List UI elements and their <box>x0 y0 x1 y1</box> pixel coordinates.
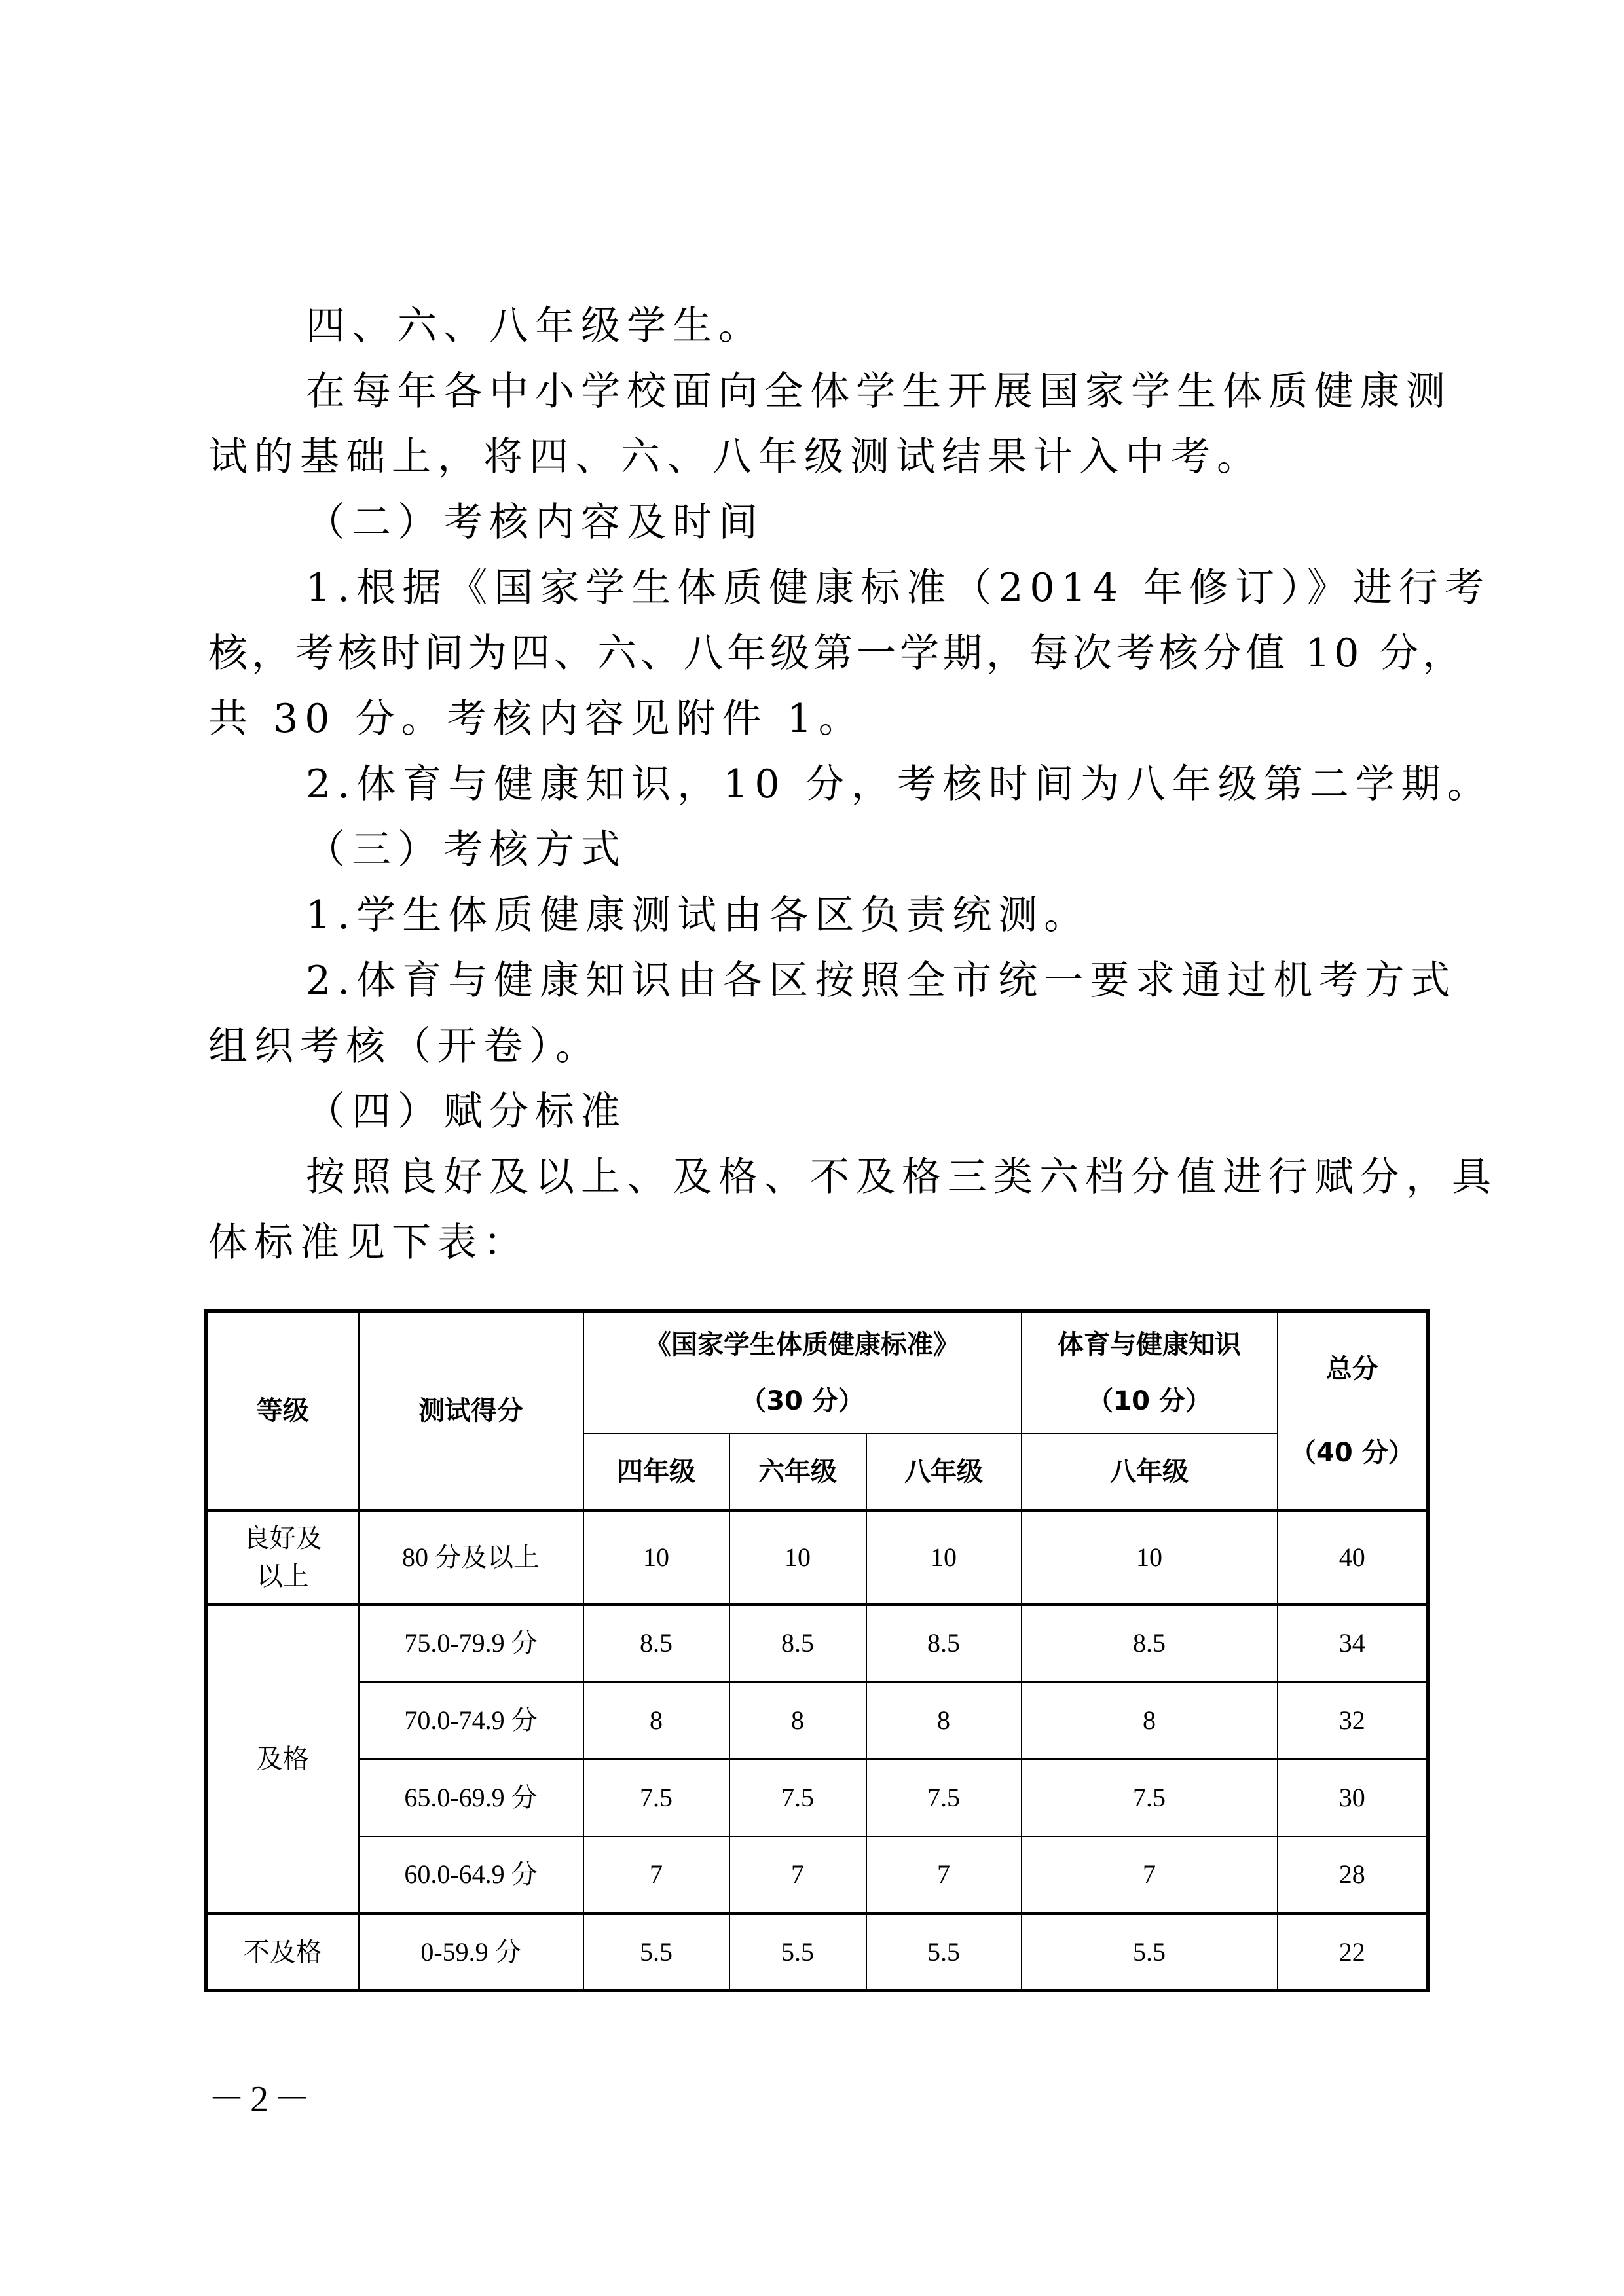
cell-total: 40 <box>1278 1511 1428 1605</box>
cell-knowledge: 8 <box>1022 1682 1278 1759</box>
cell-grade8: 7 <box>866 1836 1022 1914</box>
header-grade6: 六年级 <box>729 1434 866 1511</box>
paragraph-method-item1: 1.学生体质健康测试由各区负责统测。 <box>306 892 1090 938</box>
cell-grade6: 7.5 <box>729 1759 866 1836</box>
header-test-score: 测试得分 <box>359 1311 583 1511</box>
cell-grade4: 8 <box>583 1682 729 1759</box>
score-range: 65.0-69.9 分 <box>359 1759 583 1836</box>
cell-knowledge: 8.5 <box>1022 1605 1278 1682</box>
cell-grade6: 5.5 <box>729 1914 866 1991</box>
header-total-points: （40 分） <box>1289 1438 1414 1468</box>
score-range: 0-59.9 分 <box>359 1914 583 1991</box>
section-heading-content-time: （二）考核内容及时间 <box>306 500 764 545</box>
paragraph-method-item2-line1: 2.体育与健康知识由各区按照全市统一要求通过机考方式 <box>306 958 1457 1004</box>
cell-grade8: 7.5 <box>866 1759 1022 1836</box>
cell-grade6: 10 <box>729 1511 866 1605</box>
cell-grade8: 10 <box>866 1511 1022 1605</box>
paragraph-item1-line2: 核，考核时间为四、六、八年级第一学期，每次考核分值 10 分， <box>208 630 1466 676</box>
cell-grade4: 10 <box>583 1511 729 1605</box>
cell-total: 34 <box>1278 1605 1428 1682</box>
group-good <box>206 1511 359 1605</box>
section-heading-scoring: （四）赋分标准 <box>306 1089 627 1135</box>
score-range: 60.0-64.9 分 <box>359 1836 583 1914</box>
header-grade4: 四年级 <box>583 1434 729 1511</box>
table-row <box>206 1836 1428 1914</box>
paragraph-method-item2-line2: 组织考核（开卷）。 <box>208 1023 601 1069</box>
table-row <box>206 1759 1428 1836</box>
header-physical-standard-points: （30 分） <box>740 1385 864 1416</box>
header-grade8: 八年级 <box>866 1434 1022 1511</box>
section-heading-method: （三）考核方式 <box>306 827 627 873</box>
paragraph-item2: 2.体育与健康知识，10 分，考核时间为八年级第二学期。 <box>306 761 1493 807</box>
header-knowledge-points: （10 分） <box>1087 1385 1211 1416</box>
header-total-title: 总分 <box>1325 1354 1378 1384</box>
cell-total: 30 <box>1278 1759 1428 1836</box>
header-physical-standard <box>583 1311 1022 1434</box>
header-knowledge-title: 体育与健康知识 <box>1058 1329 1242 1360</box>
paragraph-grades-intro: 四、六、八年级学生。 <box>306 303 764 349</box>
cell-grade8: 8.5 <box>866 1605 1022 1682</box>
cell-knowledge: 7 <box>1022 1836 1278 1914</box>
score-range: 80 分及以上 <box>359 1511 583 1605</box>
table-row <box>206 1914 1428 1991</box>
paragraph-item1-line3: 共 30 分。考核内容见附件 1。 <box>208 696 864 742</box>
group-pass: 及格 <box>206 1605 359 1914</box>
paragraph-basis-line2: 试的基础上，将四、六、八年级测试结果计入中考。 <box>208 434 1263 480</box>
header-total <box>1278 1311 1428 1511</box>
score-range: 75.0-79.9 分 <box>359 1605 583 1682</box>
header-knowledge-grade8: 八年级 <box>1022 1434 1278 1511</box>
page-number: －2－ <box>208 2079 316 2120</box>
cell-grade6: 8.5 <box>729 1605 866 1682</box>
table-row <box>206 1511 1428 1605</box>
header-grade: 等级 <box>206 1311 359 1511</box>
paragraph-basis-line1: 在每年各中小学校面向全体学生开展国家学生体质健康测 <box>306 369 1452 414</box>
paragraph-scoring-line1: 按照良好及以上、及格、不及格三类六档分值进行赋分，具 <box>306 1154 1498 1200</box>
cell-knowledge: 5.5 <box>1022 1914 1278 1991</box>
scoring-standard-table <box>204 1309 1430 1992</box>
header-knowledge <box>1022 1311 1278 1434</box>
header-physical-standard-title: 《国家学生体质健康标准》 <box>645 1329 960 1360</box>
cell-total: 22 <box>1278 1914 1428 1991</box>
cell-total: 28 <box>1278 1836 1428 1914</box>
cell-grade4: 5.5 <box>583 1914 729 1991</box>
paragraph-item1-line1: 1.根据《国家学生体质健康标准（2014 年修订）》进行考 <box>306 565 1491 611</box>
paragraph-scoring-line2: 体标准见下表： <box>208 1220 529 1266</box>
cell-knowledge: 7.5 <box>1022 1759 1278 1836</box>
cell-grade4: 7.5 <box>583 1759 729 1836</box>
group-fail: 不及格 <box>206 1914 359 1991</box>
table-row <box>206 1605 1428 1682</box>
cell-grade4: 7 <box>583 1836 729 1914</box>
cell-grade8: 5.5 <box>866 1914 1022 1991</box>
cell-knowledge: 10 <box>1022 1511 1278 1605</box>
group-good-line1: 良好及 <box>243 1523 322 1554</box>
cell-grade6: 8 <box>729 1682 866 1759</box>
cell-grade8: 8 <box>866 1682 1022 1759</box>
table-row <box>206 1682 1428 1759</box>
cell-grade6: 7 <box>729 1836 866 1914</box>
cell-total: 32 <box>1278 1682 1428 1759</box>
cell-grade4: 8.5 <box>583 1605 729 1682</box>
score-range: 70.0-74.9 分 <box>359 1682 583 1759</box>
group-good-line2: 以上 <box>256 1561 309 1592</box>
